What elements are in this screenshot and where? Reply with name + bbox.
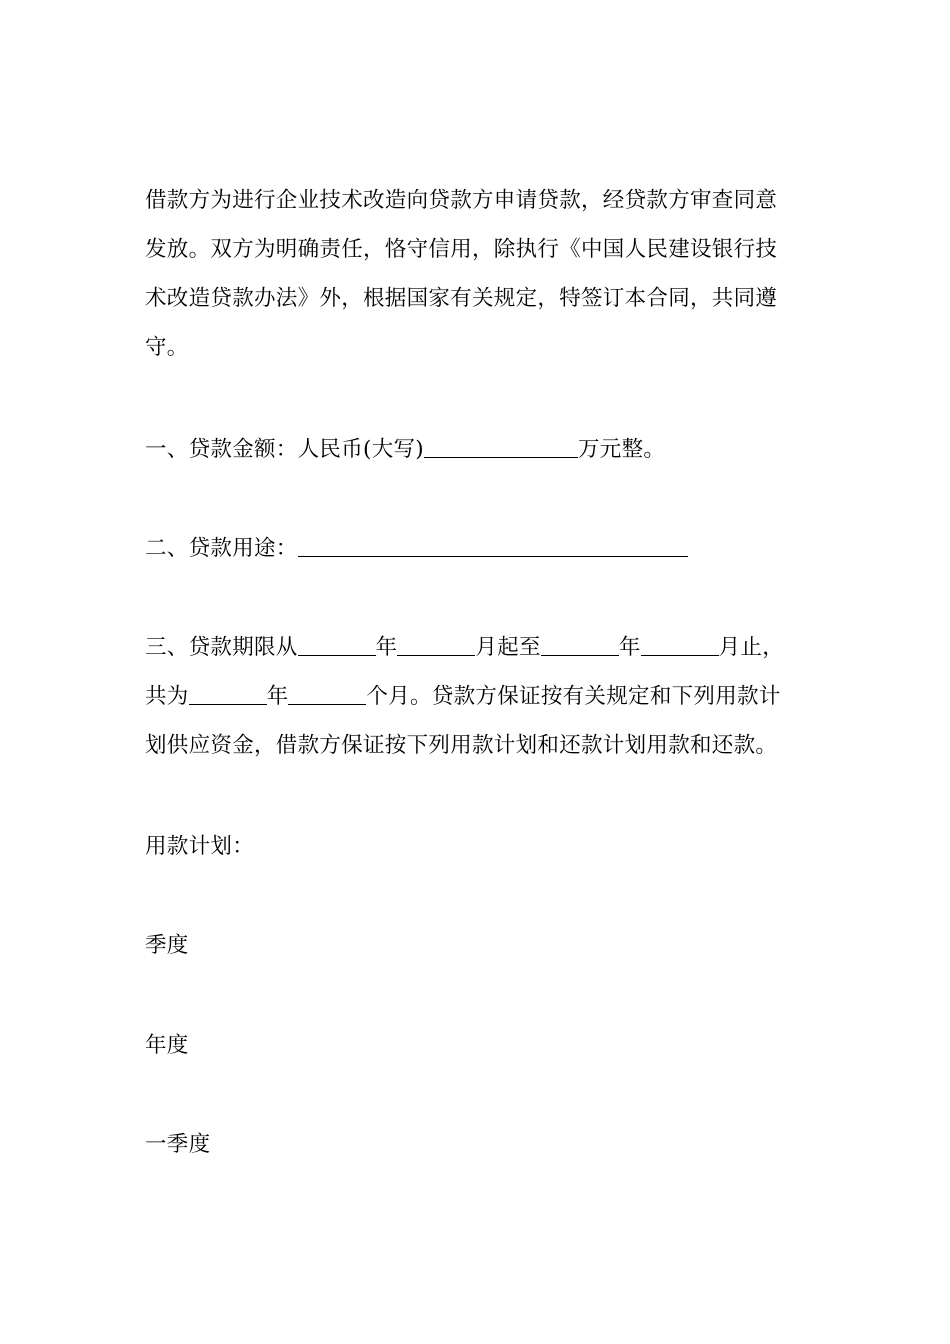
start-month-unit: 月起至 [475,635,541,660]
loan-amount-blank[interactable] [424,456,578,458]
end-month-blank[interactable] [641,654,719,656]
end-year-blank[interactable] [541,654,619,656]
loan-term-line-3: 划供应资金，借款方保证按下列用款计划和还款计划用款和还款。 [145,733,778,758]
loan-amount-label: 一、贷款金额：人民币(大写) [145,437,424,462]
intro-paragraph [145,176,810,372]
total-years-unit: 年 [266,684,289,709]
loan-purpose-label: 二、贷款用途： [145,536,298,561]
total-term-label: 共为 [145,684,189,709]
start-month-blank[interactable] [397,654,475,656]
start-year-unit: 年 [375,635,398,660]
intro-line-2: 发放。双方为明确责任，恪守信用，除执行《中国人民建设银行技 [145,237,778,262]
total-months-text: 个月。贷款方保证按有关规定和下列用款计 [366,684,781,709]
loan-term-label: 三、贷款期限从 [145,635,298,660]
plan-first-quarter-label: 一季度 [145,1132,211,1157]
usage-plan-heading: 用款计划： [145,834,255,859]
start-year-blank[interactable] [298,654,376,656]
intro-line-1: 借款方为进行企业技术改造向贷款方申请贷款，经贷款方审查同意 [145,188,778,213]
intro-line-3: 术改造贷款办法》外，根据国家有关规定，特签订本合同，共同遵 [145,286,778,311]
loan-purpose-blank[interactable] [298,555,688,557]
total-months-blank[interactable] [288,703,366,705]
clause-loan-term [145,623,810,770]
intro-line-4: 守。 [145,335,189,360]
clause-loan-purpose [145,524,810,573]
end-month-unit: 月止， [718,635,785,660]
end-year-unit: 年 [618,635,641,660]
clause-loan-amount [145,425,810,474]
loan-amount-unit: 万元整。 [577,437,666,462]
total-years-blank[interactable] [189,703,267,705]
plan-quarter-label: 季度 [145,933,189,958]
plan-year-label: 年度 [145,1033,189,1058]
